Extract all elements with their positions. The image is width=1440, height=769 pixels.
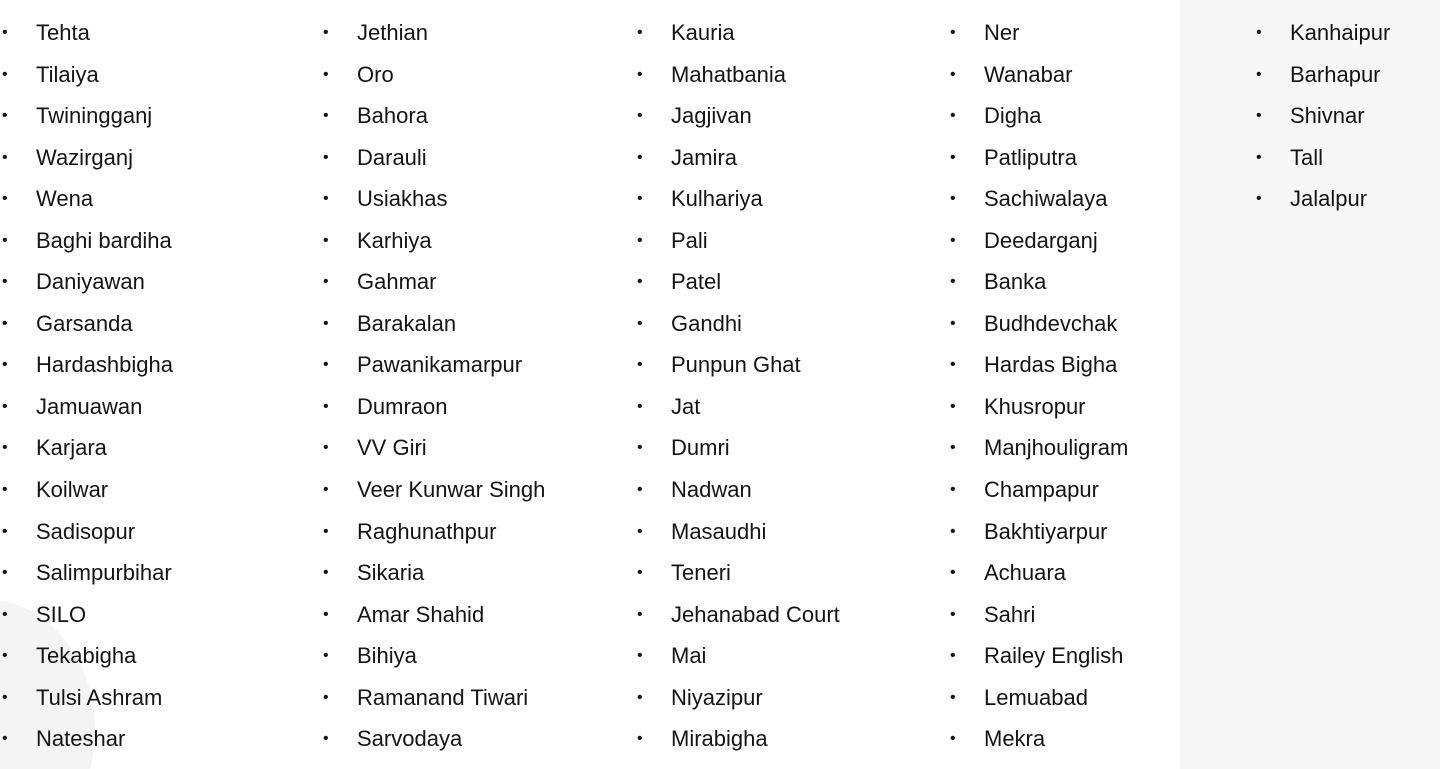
- list-item: • Gahmar: [323, 261, 545, 303]
- list-item: • Shivnar: [1256, 95, 1390, 137]
- list-item: • Wazirganj: [2, 137, 173, 179]
- list-item: • Teneri: [637, 552, 840, 594]
- list-item: • Jamira: [637, 137, 840, 179]
- list-item: • Garsanda: [2, 303, 173, 345]
- list-item: • Banka: [950, 261, 1128, 303]
- list-item: • Wanabar: [950, 54, 1128, 96]
- list-item: • Sarvodaya: [323, 718, 545, 760]
- list-item: • Jalalpur: [1256, 178, 1390, 220]
- list-item: • Twiningganj: [2, 95, 173, 137]
- list-item: • Dumri: [637, 427, 840, 469]
- list-item: • Mekra: [950, 718, 1128, 760]
- list-item: • Daniyawan: [2, 261, 173, 303]
- list-item: • Sachiwalaya: [950, 178, 1128, 220]
- list-item: • Nadwan: [637, 469, 840, 511]
- list-item: • Jagjivan: [637, 95, 840, 137]
- list-item: • Jat: [637, 386, 840, 428]
- list-item: • Digha: [950, 95, 1128, 137]
- list-item: • Ramanand Tiwari: [323, 677, 545, 719]
- list-item: • Kulhariya: [637, 178, 840, 220]
- list-item: • Tulsi Ashram: [2, 677, 173, 719]
- list-item: • SILO: [2, 594, 173, 636]
- list-item: • Karjara: [2, 427, 173, 469]
- list-item: • Champapur: [950, 469, 1128, 511]
- list-item: • Masaudhi: [637, 511, 840, 553]
- list-column-3: [637, 12, 840, 760]
- list-item: • Oro: [323, 54, 545, 96]
- list-column-4: [950, 12, 1128, 760]
- list-item: • Deedarganj: [950, 220, 1128, 262]
- list-item: • Raghunathpur: [323, 511, 545, 553]
- list-item: • Salimpurbihar: [2, 552, 173, 594]
- list-item: • Jehanabad Court: [637, 594, 840, 636]
- list-item: • Hardas Bigha: [950, 344, 1128, 386]
- list-item: • Kanhaipur: [1256, 12, 1390, 54]
- list-item: • Patliputra: [950, 137, 1128, 179]
- list-item: • Sahri: [950, 594, 1128, 636]
- list-item: • Khusropur: [950, 386, 1128, 428]
- list-item: • Ner: [950, 12, 1128, 54]
- list-item: • Veer Kunwar Singh: [323, 469, 545, 511]
- list-item: • Baghi bardiha: [2, 220, 173, 262]
- list-item: • Wena: [2, 178, 173, 220]
- list-item: • Lemuabad: [950, 677, 1128, 719]
- list-item: • Niyazipur: [637, 677, 840, 719]
- list-item: • Tall: [1256, 137, 1390, 179]
- list-item: • Jethian: [323, 12, 545, 54]
- list-item: • VV Giri: [323, 427, 545, 469]
- list-column-5: [1256, 12, 1390, 220]
- list-item: • Bakhtiyarpur: [950, 511, 1128, 553]
- list-item: • Barakalan: [323, 303, 545, 345]
- list-item: • Dumraon: [323, 386, 545, 428]
- list-item: • Sikaria: [323, 552, 545, 594]
- list-item: • Bahora: [323, 95, 545, 137]
- list-item: • Mai: [637, 635, 840, 677]
- list-item: • Karhiya: [323, 220, 545, 262]
- list-item: • Mahatbania: [637, 54, 840, 96]
- list-item: • Hardashbigha: [2, 344, 173, 386]
- list-item: • Jamuawan: [2, 386, 173, 428]
- list-item: • Achuara: [950, 552, 1128, 594]
- list-item: • Tekabigha: [2, 635, 173, 677]
- list-item: • Budhdevchak: [950, 303, 1128, 345]
- list-item: • Patel: [637, 261, 840, 303]
- list-item: • Tilaiya: [2, 54, 173, 96]
- list-item: • Railey English: [950, 635, 1128, 677]
- list-item: • Kauria: [637, 12, 840, 54]
- list-item: • Sadisopur: [2, 511, 173, 553]
- list-item: • Gandhi: [637, 303, 840, 345]
- list-item: • Tehta: [2, 12, 173, 54]
- list-item: • Nateshar: [2, 718, 173, 760]
- list-column-2: [323, 12, 545, 760]
- list-item: • Pawanikamarpur: [323, 344, 545, 386]
- list-item: • Barhapur: [1256, 54, 1390, 96]
- list-item: • Koilwar: [2, 469, 173, 511]
- list-item: • Mirabigha: [637, 718, 840, 760]
- list-item: • Pali: [637, 220, 840, 262]
- list-item: • Punpun Ghat: [637, 344, 840, 386]
- list-column-1: [2, 12, 173, 760]
- list-item: • Amar Shahid: [323, 594, 545, 636]
- list-item: • Usiakhas: [323, 178, 545, 220]
- list-item: • Bihiya: [323, 635, 545, 677]
- list-item: • Darauli: [323, 137, 545, 179]
- list-item: • Manjhouligram: [950, 427, 1128, 469]
